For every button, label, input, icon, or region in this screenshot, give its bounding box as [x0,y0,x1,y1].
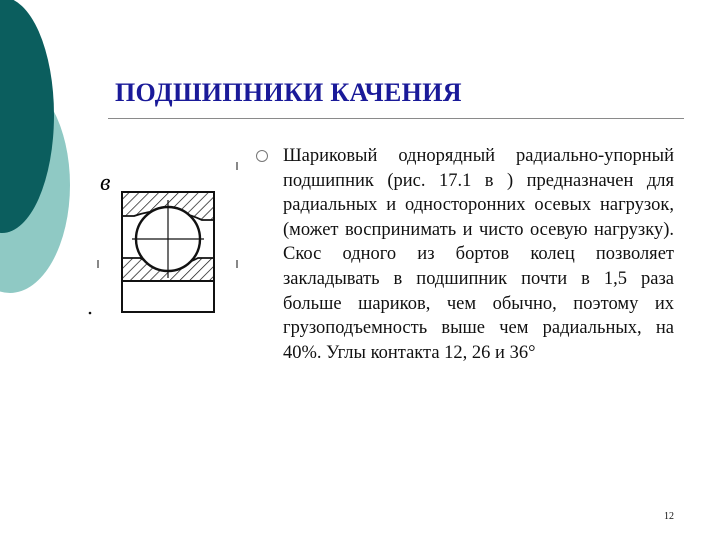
bearing-figure [82,150,242,320]
body-paragraph: Шариковый однорядный радиально-упорный подшипник (рис. 17.1 в ) предназначен для радиальных и односторонних осевых нагрузок, (может воспринимать и чисто осевую нагрузку). Скос одного из бортов колец позволяет закладывать в подшипник почти в 1,5 раза больше шариков, чем обычно, поэтому их грузоподъемность выше чем радиальных, на 40%. Углы контакта 12, 26 и 36° [283,146,674,363]
bullet-icon [256,150,268,162]
page-number: 12 [664,511,674,522]
slide-title: ПОДШИПНИКИ КАЧЕНИЯ [115,78,462,107]
decorative-arcs [0,0,90,300]
title-divider [108,118,684,119]
figure-label: в [100,170,111,196]
dot-mark [89,312,92,315]
